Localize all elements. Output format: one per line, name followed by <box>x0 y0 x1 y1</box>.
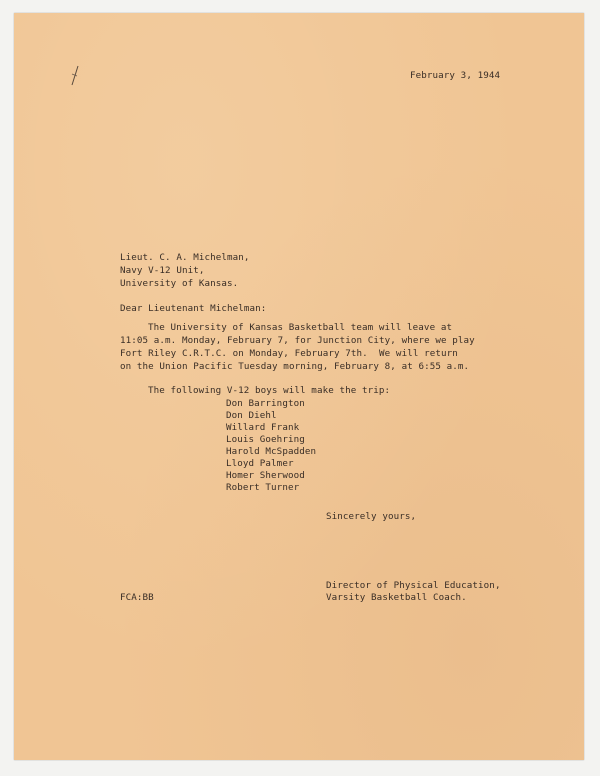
address-line: University of Kansas. <box>120 278 239 289</box>
list-item: Willard Frank <box>226 422 300 433</box>
body-line: Fort Riley C.R.T.C. on Monday, February 7th. We will return <box>120 348 458 359</box>
pencil-mark-icon <box>69 65 83 87</box>
salutation: Dear Lieutenant Michelman: <box>120 303 267 314</box>
signature-title-line: Director of Physical Education, <box>326 580 501 591</box>
body-line: 11:05 a.m. Monday, February 7, for Junction City, where we play <box>120 335 475 346</box>
address-line: Navy V-12 Unit, <box>120 265 205 276</box>
list-item: Harold McSpadden <box>226 446 317 457</box>
list-item: Robert Turner <box>226 482 300 493</box>
letter-date: February 3, 1944 <box>410 70 501 81</box>
list-item: Homer Sherwood <box>226 470 305 481</box>
address-line: Lieut. C. A. Michelman, <box>120 252 250 263</box>
typist-initials: FCA:BB <box>120 592 154 603</box>
list-item: Don Diehl <box>226 410 277 421</box>
body-line: The University of Kansas Basketball team will leave at <box>148 322 453 333</box>
letter-page <box>14 13 584 760</box>
list-item: Louis Goehring <box>226 434 305 445</box>
list-item: Lloyd Palmer <box>226 458 294 469</box>
body-line: on the Union Pacific Tuesday morning, February 8, at 6:55 a.m. <box>120 361 470 372</box>
closing: Sincerely yours, <box>326 511 417 522</box>
list-intro: The following V-12 boys will make the trip: <box>148 385 391 396</box>
signature-title-line: Varsity Basketball Coach. <box>326 592 467 603</box>
list-item: Don Barrington <box>226 398 305 409</box>
